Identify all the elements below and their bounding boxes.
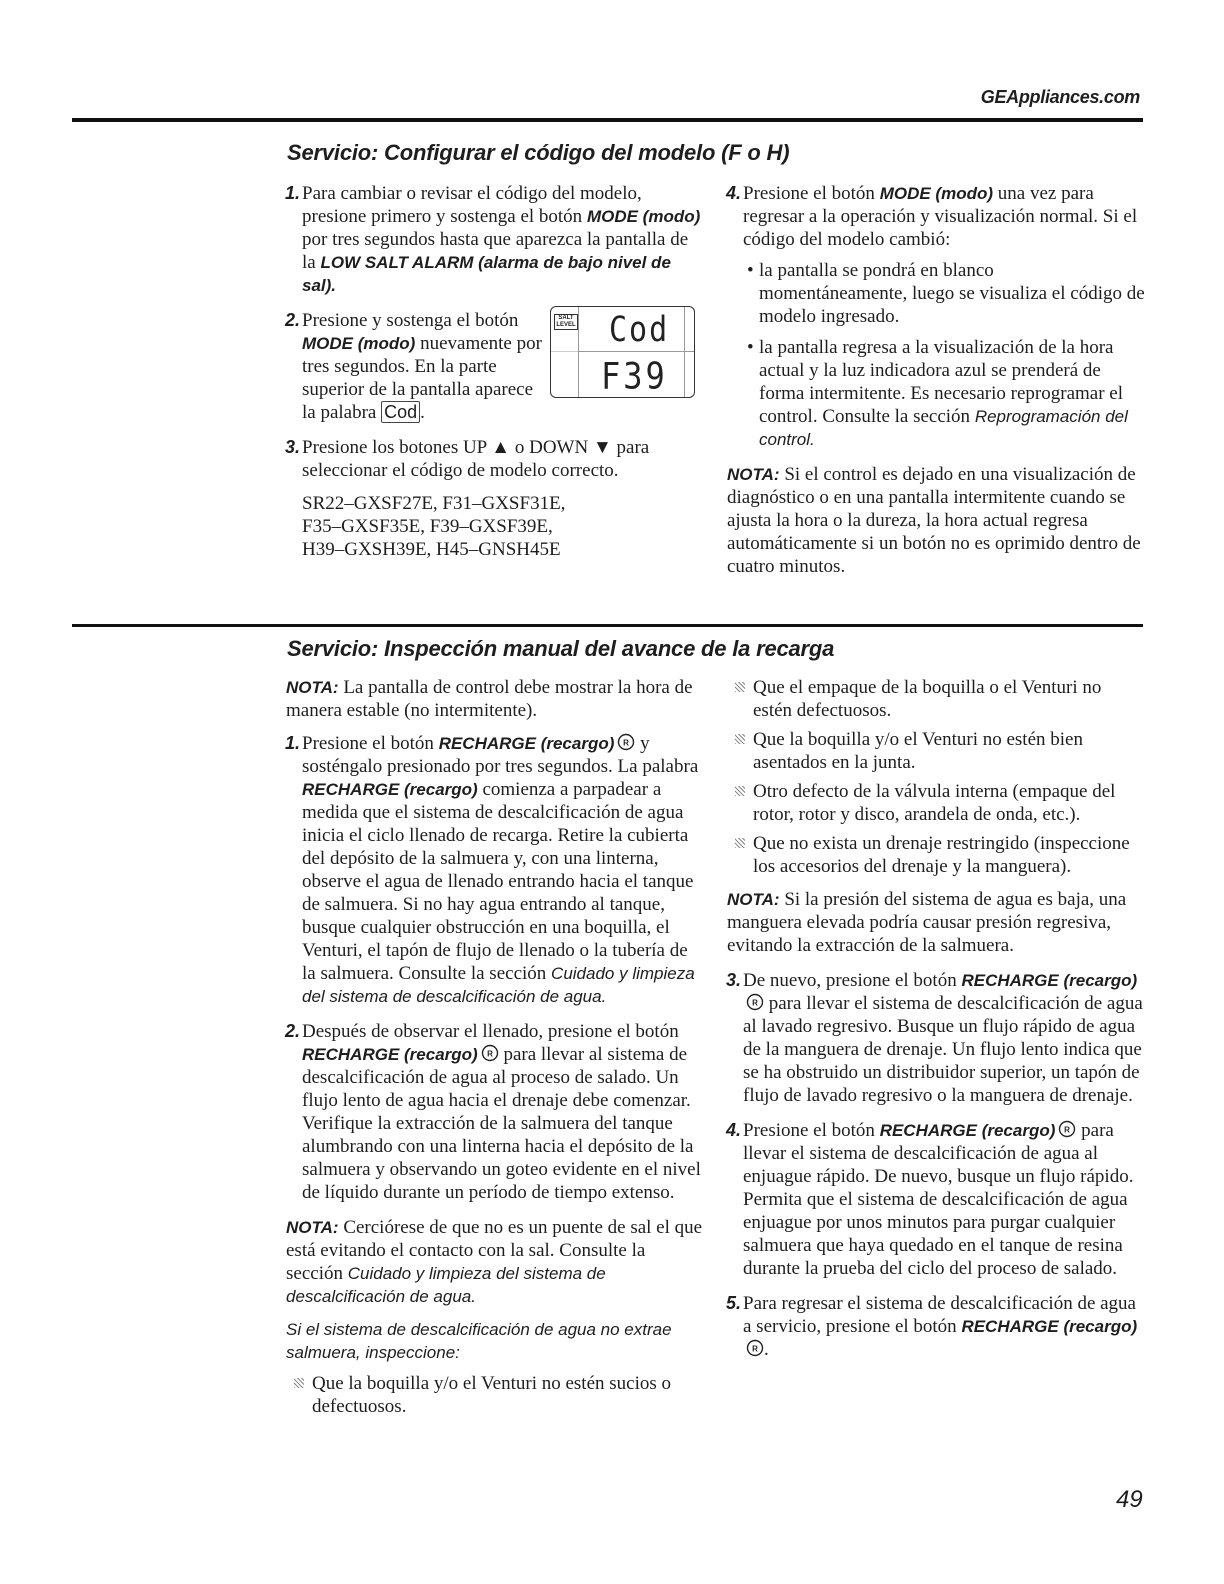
step-number: 1. [285,183,301,203]
section2-right-column [727,676,1145,1373]
cod-display-text: Cod [381,401,420,423]
step-2: 2. Después de observar el llenado, presione el botón RECHARGE (recargo) R para llevar al sistema de descalcificación de agua al proceso de salado. Un flujo lento de agua hacia el drenaje debe comenzar. Verifique la extracción de la salmuera del tanque alumbrando con una linterna hacia el depósito de la salmuera y observando un goteo evidente en el nivel de líquido durante un período de tiempo extenso. [285,1021,701,1203]
section-title-model-code: Servicio: Configurar el código del modelo (F o H) [287,140,790,165]
step-1: 1. Para cambiar o revisar el código del modelo, presione primero y sostenga el botón MODE (modo) por tres segundos hasta que aparezca la pantalla de la LOW SALT ALARM (alarma de bajo nivel de sal). [285,183,701,295]
step-5: 5. Para regresar el sistema de descalcificación de agua a servicio, presione el botón RECHARGE (recargo) R . [726,1293,1138,1360]
model-code-line: SR22–GXSF27E, F31–GXSF31E, [302,493,566,514]
step-number: 4. [726,183,742,203]
step-number: 5. [726,1293,742,1313]
check-item: Otro defecto de la válvula interna (empaque del rotor, rotor y disco, arandela de onda, etc.). [727,780,1145,826]
square-bullet-icon [735,734,745,744]
control-display-illustration [550,306,695,398]
section2-left-column [286,676,706,1424]
svg-text:R: R [1064,1125,1071,1135]
top-rule [72,118,1143,122]
salt-level-label: SALT LEVEL [554,314,578,330]
svg-text:R: R [752,1344,758,1354]
square-bullet-icon [735,838,745,848]
step-3: 3. Presione los botones UP ▲ o DOWN ▼ para seleccionar el código de modelo correcto. SR22–GXSF27E, F31–GXSF31E, F35–GXSF35E, F39–GXSF39E, H39–GXSH39E, H45–GNSH45E [286,436,706,561]
check-item: Que no exista un drenaje restringido (inspeccione los accesorios del drenaje y la manguera). [727,832,1145,878]
page-number: 49 [1116,1486,1143,1513]
step-number: 1. [285,733,301,753]
nota-paragraph: NOTA: Si el control es dejado en una visualización de diagnóstico o en una pantalla intermitente cuando se ajusta la hora o la dureza, la hora actual regresa automáticamente si un botón no es oprimido dentro de cuatro minutos. [727,464,1141,577]
section-divider [72,624,1143,627]
step-4: 4. Presione el botón RECHARGE (recargo) R para llevar el sistema de descalcificación de agua al enjuague rápido. De nuevo, busque un flujo rápido. Permita que el sistema de descalcificación de agua enjuague por unos minutos para purgar cualquier salmuera que haya quedado en el tanque de resina durante la prueba del ciclo del proceso de salado. [726,1120,1134,1279]
inspect-intro: Si el sistema de descalcificación de agua no extrae salmuera, inspeccione: [286,1320,672,1362]
step-number: 3. [726,970,742,990]
recharge-icon [746,1339,764,1357]
square-bullet-icon [294,1378,304,1388]
display-top-text: Cod [609,309,670,351]
display-model-code: F39 [601,353,668,398]
section1-right-column [727,182,1145,578]
recharge-icon [481,1044,499,1062]
square-bullet-icon [735,682,745,692]
recharge-icon [746,993,764,1011]
nota-paragraph: NOTA: La pantalla de control debe mostrar la hora de manera estable (no intermitente). [286,677,693,721]
check-item: Que el empaque de la boquilla o el Venturi no estén defectuosos. [727,676,1145,722]
step-3: 3. De nuevo, presione el botón RECHARGE (recargo) R para llevar el sistema de descalcificación de agua al lavado regresivo. Busque un flujo rápido de agua de la manguera de drenaje. Un flujo lento indica que se ha obstruido un distribuidor superior, un tapón de flujo de lavado regresivo o la manguera de drenaje. [726,970,1143,1106]
model-code-line: F35–GXSF35E, F39–GXSF39E, [302,516,553,537]
section-title-recharge-inspection: Servicio: Inspección manual del avance de la recarga [287,636,835,661]
step-number: 4. [726,1120,742,1140]
square-bullet-icon [735,786,745,796]
check-item: Que la boquilla y/o el Venturi no estén bien asentados en la junta. [727,728,1145,774]
check-item: Que la boquilla y/o el Venturi no estén sucios o defectuosos. [286,1372,706,1418]
nota-paragraph: NOTA: Cerciórese de que no es un puente de sal el que está evitando el contacto con la sal. Consulte la sección Cuidado y limpieza del sistema de descalcificación de agua. [286,1217,703,1306]
model-code-line: H39–GXSH39E, H45–GNSH45E [302,539,561,560]
down-arrow-icon: ▼ [592,437,612,458]
step-2: 2. Presione y sostenga el botón MODE (modo) nuevamente por tres segundos. En la parte superior de la pantalla aparece la palabra Cod . [285,310,542,423]
step-number: 2. [285,1021,301,1041]
step-4: 4. Presione el botón MODE (modo) una vez para regresar a la operación y visualización normal. Si el código del modelo cambió: • la pantalla se pondrá en blanco momentáneamente, luego se visualiza el código de modelo ingresado. • la pantalla regresa a la visualización de la hora actual y la luz indicadora azul se prenderá de forma intermitente. Es necesario reprogramar el control. Consulte la sección Reprogramación del control. [726,183,1145,449]
site-url: GEAppliances.com [980,87,1140,107]
recharge-icon [617,733,635,751]
up-arrow-icon: ▲ [491,437,511,458]
recharge-icon [1058,1120,1076,1138]
svg-text:R: R [752,998,758,1008]
model-code-list [302,492,706,561]
svg-text:R: R [623,738,630,748]
svg-text:R: R [486,1049,493,1059]
step-number: 3. [285,437,301,457]
bullet-item: • la pantalla se pondrá en blanco momentáneamente, luego se visualiza el código de modelo ingresado. [747,260,1145,327]
step-number: 2. [285,310,301,330]
bullet-item: • la pantalla regresa a la visualización de la hora actual y la luz indicadora azul se prenderá de forma intermitente. Es necesario reprogramar el control. Consulte la sección Reprogramación del control. [747,337,1128,449]
nota-paragraph: NOTA: Si la presión del sistema de agua es baja, una manguera elevada podría causar presión regresiva, evitando la extracción de la salmuera. [727,889,1127,956]
step-1: 1. Presione el botón RECHARGE (recargo) R y sosténgalo presionado por tres segundos. La palabra RECHARGE (recargo) comienza a parpadear a medida que el sistema de descalcificación de agua inicia el ciclo llenado de recarga. Retire la cubierta del depósito de la salmuera y, con una linterna, observe el agua de llenado entrando hacia el tanque de salmuera. Si no hay agua entrando al tanque, busque cualquier obstrucción en una boquilla, el Venturi, el tapón de flujo de llenado o la tubería de la salmuera. Consulte la sección Cuidado y limpieza del sistema de descalcificación de agua. [285,733,699,1006]
